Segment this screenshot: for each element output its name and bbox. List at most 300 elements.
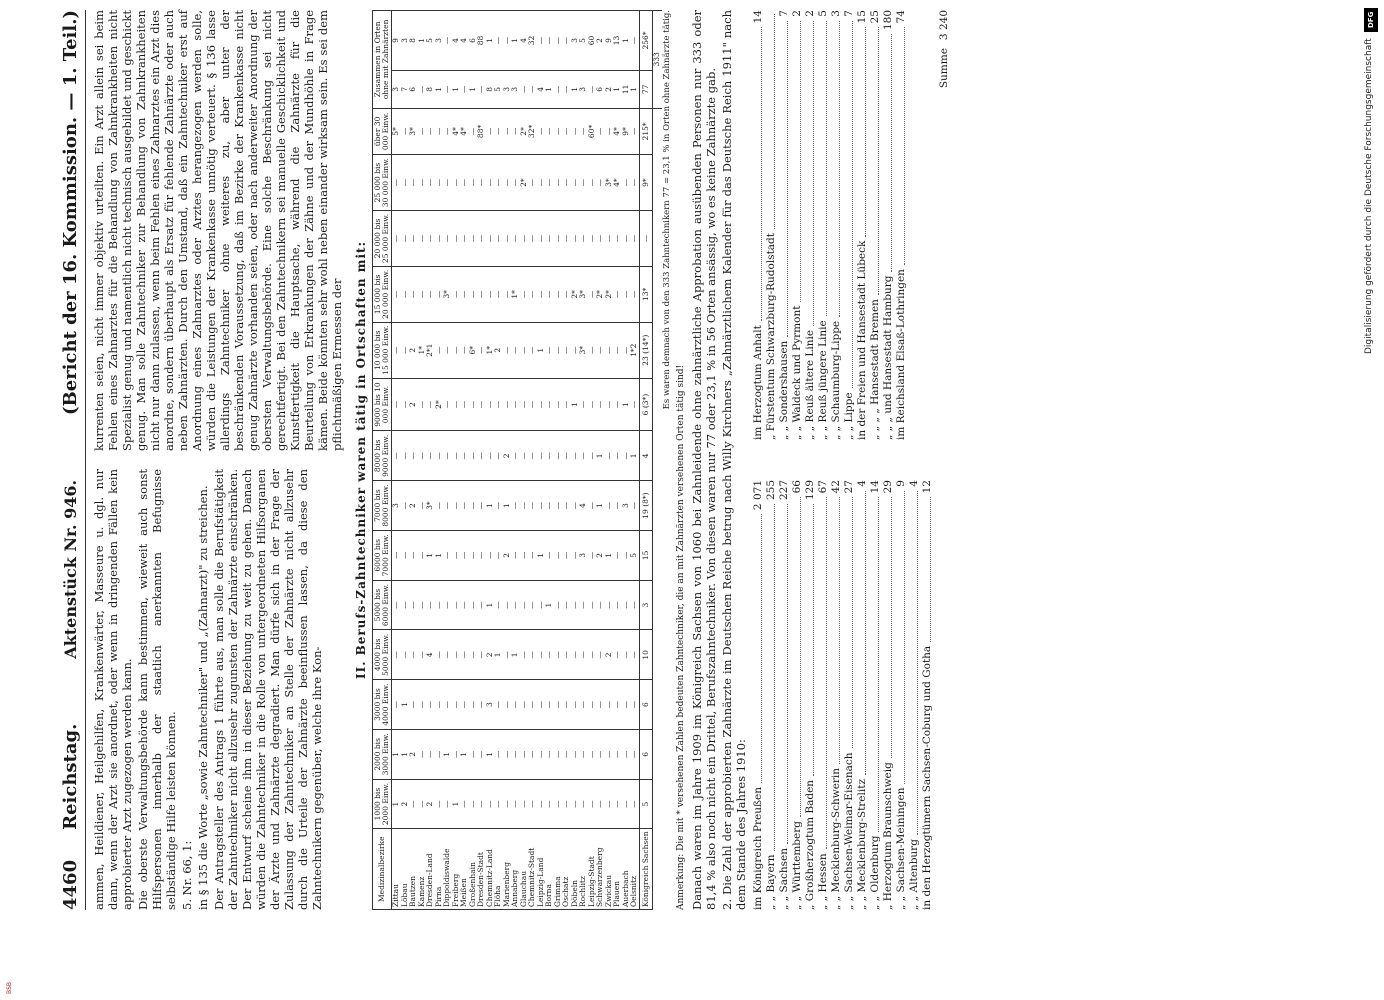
table-cell: —	[622, 680, 631, 730]
state-name: „ „ Lippe	[842, 392, 855, 440]
table-row	[409, 11, 418, 910]
table-cell: —	[392, 322, 401, 378]
table-row	[596, 11, 605, 910]
table-cell: —	[435, 729, 444, 779]
table-row	[613, 11, 622, 910]
sum-row-cell: 19 (8*)	[639, 481, 653, 531]
left-column-paragraph: Der Antragsteller des Antrags 1 führte aus, man solle die Berufstätigkeit der Zahntechniker nicht allzusehr zugunsten der Zahnärzte einschränken. Der Entwurf scheine ihm in dieser Beziehung zu weit zu gehen. Danach würden die Zahntechniker in die Rolle von untergeordneten Hilfsorganen der Ärzte und Zahnärzte degradiert. Man dürfe sich in der Frage der Zulassung der Zahntechniker an Stelle der Zahnärzte nicht allzusehr durch die Urteile der Zahnärzte beeinflussen lassen, da diese den Zahntechnikern gegenüber, welche ihre Kon-	[212, 469, 324, 910]
table-row	[537, 11, 546, 910]
table-cell: —	[605, 580, 614, 630]
dot-leader	[817, 21, 827, 317]
table-cell: —	[418, 630, 427, 680]
table-cell: 11	[622, 71, 631, 109]
table-cell: —	[452, 729, 461, 779]
table-cell: —	[418, 71, 427, 109]
district-name: Oelsnitz	[630, 829, 639, 910]
state-row	[804, 10, 817, 440]
table-cell: 2	[409, 481, 418, 531]
table-cell: —	[511, 680, 520, 730]
table-cell: —	[630, 155, 639, 211]
table-cell: 1	[511, 630, 520, 680]
district-name: Annaberg	[511, 829, 520, 910]
state-row	[817, 480, 830, 910]
table-cell: —	[494, 530, 503, 580]
state-count: 2	[790, 10, 803, 17]
state-counts	[752, 10, 934, 910]
table-cell: —	[486, 211, 495, 267]
table-cell: 3	[401, 11, 410, 71]
table-row	[605, 11, 614, 910]
table-cell: 1	[401, 680, 410, 730]
dot-leader	[752, 27, 762, 321]
table-row	[426, 11, 435, 910]
table-cell: —	[562, 530, 571, 580]
table-cell: —	[426, 155, 435, 211]
table-cell: —	[469, 108, 478, 154]
table-cell: —	[392, 580, 401, 630]
state-row	[895, 480, 908, 910]
table-row	[460, 11, 469, 910]
table-cell: —	[435, 580, 444, 630]
table-cell: —	[605, 108, 614, 154]
state-row	[791, 480, 804, 910]
table-cell: 1	[503, 481, 512, 531]
table-cell: —	[418, 211, 427, 267]
table-row	[571, 11, 580, 910]
table-cell: —	[630, 108, 639, 154]
state-name: „ Herzogtum Braunschweig	[881, 762, 894, 910]
dot-leader	[856, 27, 866, 236]
table-cell: —	[520, 481, 529, 531]
sum-row-cell: 15	[639, 530, 653, 580]
table-cell: 1	[392, 729, 401, 779]
table-cell: —	[392, 211, 401, 267]
sum-row-cell: 23 (14*)	[639, 322, 653, 378]
state-name: „ „ Sachsen-Meiningen	[894, 787, 907, 910]
sum-row-label: Königreich Sachsen	[639, 829, 653, 910]
table-row	[494, 11, 503, 910]
table-cell: —	[571, 680, 580, 730]
table-cell: 13	[613, 11, 622, 71]
table-cell: —	[520, 266, 529, 322]
table-cell: —	[571, 431, 580, 481]
table-cell: 1*2	[630, 322, 639, 378]
table-cell: —	[503, 580, 512, 630]
table-cell: —	[469, 211, 478, 267]
paragraph-1: Danach waren im Jahre 1909 im Königreich Sachsen von 1060 bei Zahnleidende ohne zahnärztliche Approbation ausübenden Personen nur 333 oder 81,4 % also noch nicht ein Drittel, Berufszahntechniker. Von diesen waren nur 77 oder 23,1 % in 56 Orten ansässig, wo es keine Zahnärzte gab.	[689, 10, 718, 910]
table-cell: —	[426, 266, 435, 322]
state-count: 27	[842, 480, 855, 494]
dot-leader	[765, 504, 775, 850]
district-name: Auerbach	[622, 829, 631, 910]
table-cell: —	[605, 211, 614, 267]
state-count: 180	[881, 10, 894, 31]
table-cell: —	[494, 108, 503, 154]
table-cell: —	[469, 431, 478, 481]
sum-row-cell: 3	[639, 580, 653, 630]
table-cell: —	[418, 779, 427, 829]
table-cell: —	[443, 630, 452, 680]
table-cell: —	[545, 378, 554, 431]
table-cell: —	[435, 431, 444, 481]
table-cell: 3	[486, 680, 495, 730]
table-cell: —	[460, 680, 469, 730]
table-cell: —	[503, 211, 512, 267]
table-cell: —	[605, 378, 614, 431]
table-cell: —	[469, 680, 478, 730]
table-cell: 2*	[605, 266, 614, 322]
state-row	[765, 480, 778, 910]
table-cell: —	[605, 481, 614, 531]
dot-leader	[843, 497, 853, 748]
table-cell: —	[452, 481, 461, 531]
table-cell: —	[613, 481, 622, 531]
table-cell: —	[528, 680, 537, 730]
table-cell: —	[452, 680, 461, 730]
table-cell: 2	[426, 779, 435, 829]
table-cell: —	[511, 729, 520, 779]
state-name: in der Freien und Hansestadt Lübeck	[855, 240, 868, 440]
table-cell: —	[613, 729, 622, 779]
table-cell: 2	[494, 322, 503, 378]
state-row	[882, 10, 895, 440]
table-cell: 60	[588, 11, 597, 71]
table-cell: —	[520, 71, 529, 109]
table-cell: —	[503, 378, 512, 431]
table-cell: —	[460, 71, 469, 109]
table-cell: —	[528, 211, 537, 267]
district-name: Leipzig-Stadt	[588, 829, 597, 910]
table-cell: —	[486, 266, 495, 322]
table-cell: 3	[503, 71, 512, 109]
table-cell: —	[494, 266, 503, 322]
table-cell: 5	[426, 11, 435, 71]
table-cell: —	[426, 108, 435, 154]
table-cell: 3	[579, 530, 588, 580]
table-cell: —	[596, 729, 605, 779]
table-cell: —	[571, 108, 580, 154]
table-cell: —	[545, 108, 554, 154]
sum-row-cell: 215*	[639, 108, 653, 154]
table-cell: —	[588, 266, 597, 322]
table-cell: —	[443, 211, 452, 267]
table-cell: —	[477, 680, 486, 730]
table-cell: —	[545, 11, 554, 71]
left-column-paragraph: in § 135 die Worte „sowie Zahntechniker" und „(Zahnarzt)" zu streichen.	[196, 485, 210, 910]
table-cell: —	[537, 481, 546, 531]
table-cell: 5	[630, 530, 639, 580]
table-cell: —	[452, 211, 461, 267]
table-cell: —	[554, 530, 563, 580]
table-cell: —	[545, 155, 554, 211]
table-cell: —	[460, 630, 469, 680]
table-cell: —	[630, 481, 639, 531]
table-cell: —	[613, 211, 622, 267]
table-cell: 1	[452, 71, 461, 109]
table-cell: 2*1	[426, 322, 435, 378]
header-right: (Bericht der 16. Kommission. — 1. Teil.)	[60, 10, 81, 415]
table-cell: —	[477, 580, 486, 630]
table-cell: —	[452, 155, 461, 211]
table-row	[554, 11, 563, 910]
table-cell: —	[554, 11, 563, 71]
table-cell: —	[605, 322, 614, 378]
table-cell: —	[477, 71, 486, 109]
district-name: Plauen	[613, 829, 622, 910]
table-cell: —	[477, 266, 486, 322]
table-cell: —	[477, 729, 486, 779]
table-cell: 3*	[579, 322, 588, 378]
table-row	[392, 11, 401, 910]
table-cell: 2	[409, 378, 418, 431]
table-cell: —	[435, 322, 444, 378]
table-cell: —	[392, 680, 401, 730]
district-name: Marienberg	[503, 829, 512, 910]
table-row	[469, 11, 478, 910]
table-cell: 3	[579, 71, 588, 109]
state-name: „ „ Reuß jüngere Linie	[816, 320, 829, 440]
dot-leader	[804, 504, 814, 776]
table-cell: —	[443, 580, 452, 630]
table-cell: —	[435, 481, 444, 531]
table-cell: —	[537, 729, 546, 779]
table-cell: 1	[622, 378, 631, 431]
table-cell: —	[588, 155, 597, 211]
table-cell: —	[562, 322, 571, 378]
state-count: 67	[816, 480, 829, 494]
state-count: 66	[790, 480, 803, 494]
table-cell: —	[596, 680, 605, 730]
table-cell: —	[486, 530, 495, 580]
state-row	[765, 10, 778, 440]
table-cell: —	[409, 680, 418, 730]
table-cell: 2	[409, 322, 418, 378]
state-row	[791, 10, 804, 440]
state-row	[778, 10, 791, 440]
table-cell: —	[562, 680, 571, 730]
table-cell: —	[511, 108, 520, 154]
table-cell: —	[477, 630, 486, 680]
table-cell: —	[392, 530, 401, 580]
document-page	[58, 10, 1358, 910]
table-cell: —	[571, 155, 580, 211]
table-cell: —	[554, 108, 563, 154]
district-name: Zittau	[392, 829, 401, 910]
table-cell: 1	[596, 431, 605, 481]
table-cell: —	[520, 211, 529, 267]
table-cell: —	[537, 266, 546, 322]
table-cell: —	[392, 630, 401, 680]
state-count: 4	[907, 480, 920, 487]
dot-leader	[856, 491, 866, 775]
state-name: „ „ „ „ Hansestadt Bremen	[868, 299, 881, 440]
dot-leader	[830, 497, 840, 764]
table-cell: —	[537, 211, 546, 267]
table-cell: 3	[392, 71, 401, 109]
table-cell: —	[520, 530, 529, 580]
table-cell: —	[605, 680, 614, 730]
table-total-row	[653, 11, 662, 910]
table-row	[528, 11, 537, 910]
state-count: 29	[881, 480, 894, 494]
table-cell: —	[596, 378, 605, 431]
state-name: „ „ Hessen	[816, 853, 829, 910]
state-count: 42	[829, 480, 842, 494]
table-cell: —	[554, 266, 563, 322]
table-cell: —	[562, 108, 571, 154]
table-cell: —	[409, 266, 418, 322]
dot-leader	[791, 21, 801, 302]
table-body	[392, 11, 662, 910]
table-row	[486, 11, 495, 910]
table-cell: 1	[630, 431, 639, 481]
table-cell: —	[401, 431, 410, 481]
table-cell: 8	[409, 11, 418, 71]
table-cell: 9	[605, 11, 614, 71]
summary-note: Es waren demnach von den 333 Zahntechnikern 77 = 23,1 % in Orten ohne Zahnärzte tätig.	[661, 10, 672, 410]
table-cell: —	[596, 155, 605, 211]
table-header-cell: 1000 bis 2000 Einw.	[373, 779, 392, 829]
table-cell: 3*	[579, 266, 588, 322]
table-cell: —	[528, 729, 537, 779]
dot-leader	[895, 491, 905, 784]
table-header-cell: über 30 000 Einw.	[373, 108, 392, 154]
table-cell: —	[528, 779, 537, 829]
table-cell: —	[588, 630, 597, 680]
table-cell: —	[571, 580, 580, 630]
table-cell: —	[545, 431, 554, 481]
table-cell: —	[554, 155, 563, 211]
table-header-cell: 2000 bis 3000 Einw.	[373, 729, 392, 779]
table-cell: 60*	[588, 108, 597, 154]
table-cell: —	[460, 211, 469, 267]
table-cell: —	[435, 211, 444, 267]
table-cell: —	[520, 431, 529, 481]
paragraph-2: 2. Die Zahl der approbierten Zahnärzte im Deutschen Reiche betrug nach Willy Kirchners „Zahnärztlichem Kalender für das Deutsche Reich 1911" nach dem Stande des Jahres 1910:	[719, 10, 748, 910]
state-row	[843, 480, 856, 910]
table-cell: —	[511, 211, 520, 267]
table-cell: 1	[622, 11, 631, 71]
table-cell: —	[588, 322, 597, 378]
table-cell: 7	[401, 71, 410, 109]
table-cell: —	[579, 680, 588, 730]
table-cell: 3	[571, 11, 580, 71]
table-cell: —	[579, 155, 588, 211]
table-cell: —	[401, 378, 410, 431]
state-name: im Reichsland Elsaß-Lothringen	[894, 269, 907, 440]
table-header-cell: 7000 bis 8000 Einw.	[373, 481, 392, 531]
table-cell: —	[426, 680, 435, 730]
table-cell: —	[554, 630, 563, 680]
table-cell: —	[622, 530, 631, 580]
state-name: „ „ Sachsen	[777, 847, 790, 910]
table-cell: —	[588, 779, 597, 829]
table-cell: —	[443, 155, 452, 211]
district-name: Kamenz	[418, 829, 427, 910]
table-header-cell: 4000 bis 5000 Einw.	[373, 630, 392, 680]
district-name: Freiberg	[452, 829, 461, 910]
table-cell: —	[477, 155, 486, 211]
table-header-cell: 3000 bis 4000 Einw.	[373, 680, 392, 730]
district-name: Borna	[545, 829, 554, 910]
table-cell: —	[554, 71, 563, 109]
dot-leader	[804, 21, 814, 326]
state-row	[869, 480, 882, 910]
table-cell: —	[401, 108, 410, 154]
table-cell: —	[401, 155, 410, 211]
table-cell: —	[545, 530, 554, 580]
table-cell: —	[443, 779, 452, 829]
dot-leader	[869, 497, 879, 831]
table-cell: —	[596, 779, 605, 829]
table-cell: —	[528, 71, 537, 109]
table-cell: —	[520, 779, 529, 829]
table-cell: —	[554, 680, 563, 730]
table-cell: 1*	[511, 266, 520, 322]
table-cell: —	[452, 580, 461, 630]
table-cell: —	[579, 779, 588, 829]
table-cell: —	[426, 729, 435, 779]
page-number: 4460	[60, 859, 81, 910]
table-cell: —	[605, 729, 614, 779]
table-cell: 1	[435, 530, 444, 580]
table-cell: —	[622, 211, 631, 267]
table-cell: 4*	[613, 108, 622, 154]
table-cell: —	[392, 155, 401, 211]
table-cell: —	[469, 630, 478, 680]
table-cell: —	[486, 779, 495, 829]
table-row	[452, 11, 461, 910]
state-count: 4	[855, 480, 868, 487]
table-cell: 3	[511, 71, 520, 109]
library-mark: BSB	[6, 982, 13, 994]
table-cell: 1	[443, 729, 452, 779]
sum-row-cell: 77	[639, 71, 653, 109]
table-cell: 1	[537, 530, 546, 580]
table-cell: —	[401, 266, 410, 322]
table-cell: —	[596, 108, 605, 154]
state-row	[804, 480, 817, 910]
table-row	[401, 11, 410, 910]
table-cell: —	[613, 779, 622, 829]
table-cell: —	[545, 630, 554, 680]
table-cell: 1	[401, 729, 410, 779]
table-cell: —	[562, 71, 571, 109]
table-cell: 1	[435, 71, 444, 109]
table-row	[588, 11, 597, 910]
dot-leader	[765, 14, 775, 229]
table-cell: —	[494, 11, 503, 71]
digitization-note: Digitalisierung gefördert durch die Deutsche Forschungsgemeinschaft	[1364, 38, 1374, 354]
table-cell: 3*	[409, 108, 418, 154]
table-cell: 1*	[418, 322, 427, 378]
state-count: 74	[894, 10, 907, 24]
state-count: 14	[868, 480, 881, 494]
state-name: im Herzogtum Anhalt	[751, 325, 764, 440]
table-cell: 3*	[443, 266, 452, 322]
table-cell: —	[579, 378, 588, 431]
state-count: 15	[855, 10, 868, 24]
table-cell: 9*	[622, 108, 631, 154]
table-cell: 2*	[435, 378, 444, 431]
table-cell: —	[596, 211, 605, 267]
table-cell: —	[409, 779, 418, 829]
table-cell: —	[469, 530, 478, 580]
table-cell: —	[460, 779, 469, 829]
table-cell: 5	[494, 71, 503, 109]
state-name: „ „ Mecklenburg-Schwerin	[829, 767, 842, 910]
table-cell: —	[613, 630, 622, 680]
